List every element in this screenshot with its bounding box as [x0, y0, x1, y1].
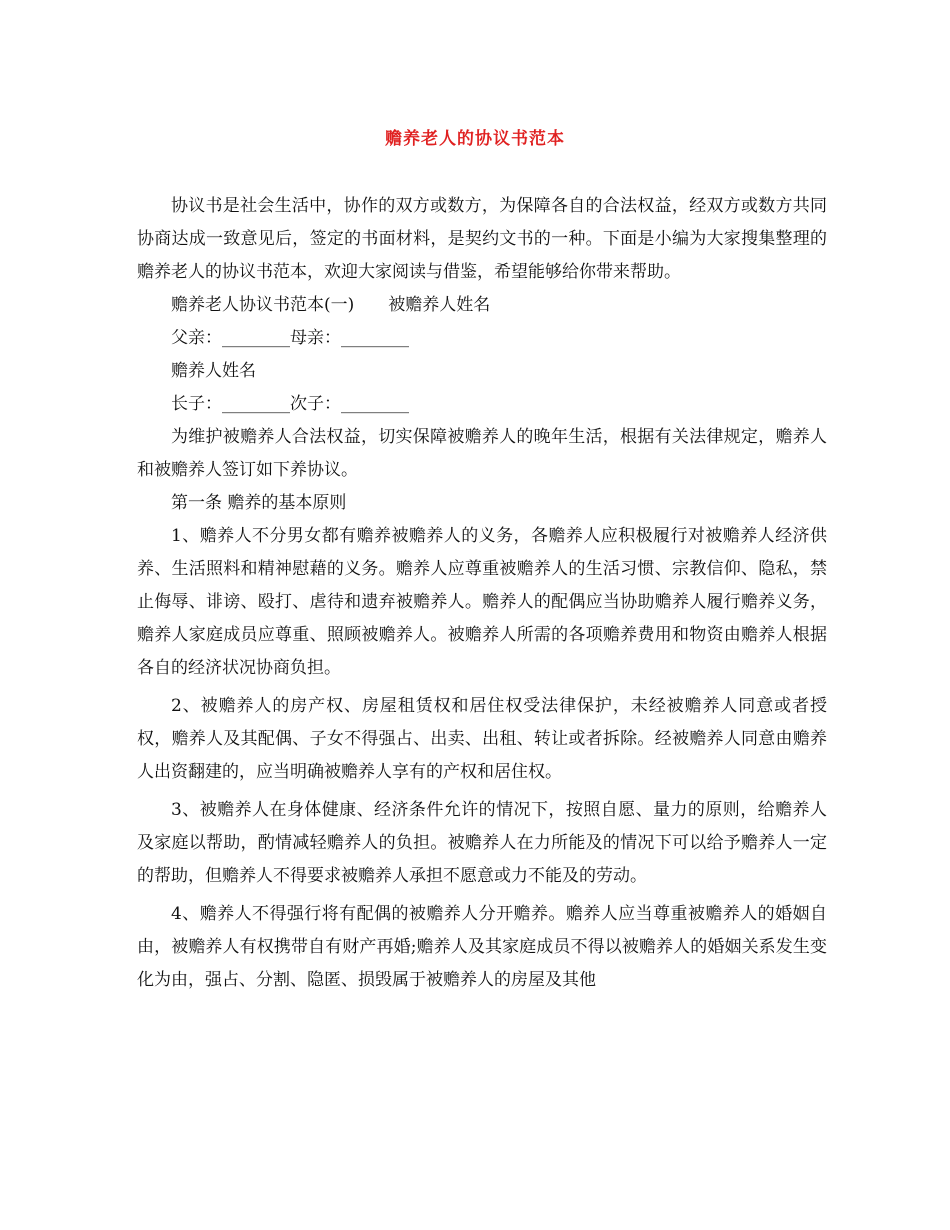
clause-4: 4、赡养人不得强行将有配偶的被赡养人分开赡养。赡养人应当尊重被赡养人的婚姻自由，被赡养人有权携带自有财产再婚;赡养人及其家庭成员不得以被赡养人的婚姻关系发生变化为由，强占、分割、隐匿、损毁属于被赡养人的房屋及其他 [137, 904, 827, 990]
parents-line: 父亲：________母亲：________ [171, 328, 409, 348]
document-body [137, 190, 827, 997]
supporters-heading: 赡养人姓名 [171, 361, 256, 381]
document-title: 赡养老人的协议书范本 [385, 129, 565, 149]
clause-1: 1、赡养人不分男女都有赡养被赡养人的义务，各赡养人应积极履行对被赡养人经济供养、生活照料和精神慰藉的义务。赡养人应尊重被赡养人的生活习惯、宗教信仰、隐私，禁止侮辱、诽谤、殴打、虐待和遗弃被赡养人。赡养人的配偶应当协助赡养人履行赡养义务，赡养人家庭成员应尊重、照顾被赡养人。被赡养人所需的各项赡养费用和物资由赡养人根据各自的经济状况协商负担。 [137, 526, 827, 678]
agreement-heading-line: 赡养老人协议书范本(一) 被赡养人姓名 [171, 295, 491, 315]
article-one-heading: 第一条 赡养的基本原则 [171, 493, 347, 513]
sons-line: 长子：________次子：________ [171, 394, 409, 414]
clause-3: 3、被赡养人在身体健康、经济条件允许的情况下，按照自愿、量力的原则，给赡养人及家庭以帮助，酌情减轻赡养人的负担。被赡养人在力所能及的情况下可以给予赡养人一定的帮助，但赡养人不得要求被赡养人承担不愿意或力不能及的劳动。 [137, 800, 827, 886]
purpose-paragraph: 为维护被赡养人合法权益，切实保障被赡养人的晚年生活，根据有关法律规定，赡养人和被赡养人签订如下养协议。 [137, 427, 827, 480]
clause-2: 2、被赡养人的房产权、房屋租赁权和居住权受法律保护，未经被赡养人同意或者授权，赡养人及其配偶、子女不得强占、出卖、出租、转让或者拆除。经被赡养人同意由赡养人出资翻建的，应当明确被赡养人享有的产权和居住权。 [137, 696, 827, 782]
intro-paragraph: 协议书是社会生活中，协作的双方或数方，为保障各自的合法权益，经双方或数方共同协商达成一致意见后，签定的书面材料，是契约文书的一种。下面是小编为大家搜集整理的赡养老人的协议书范本，欢迎大家阅读与借鉴，希望能够给你带来帮助。 [137, 196, 827, 282]
